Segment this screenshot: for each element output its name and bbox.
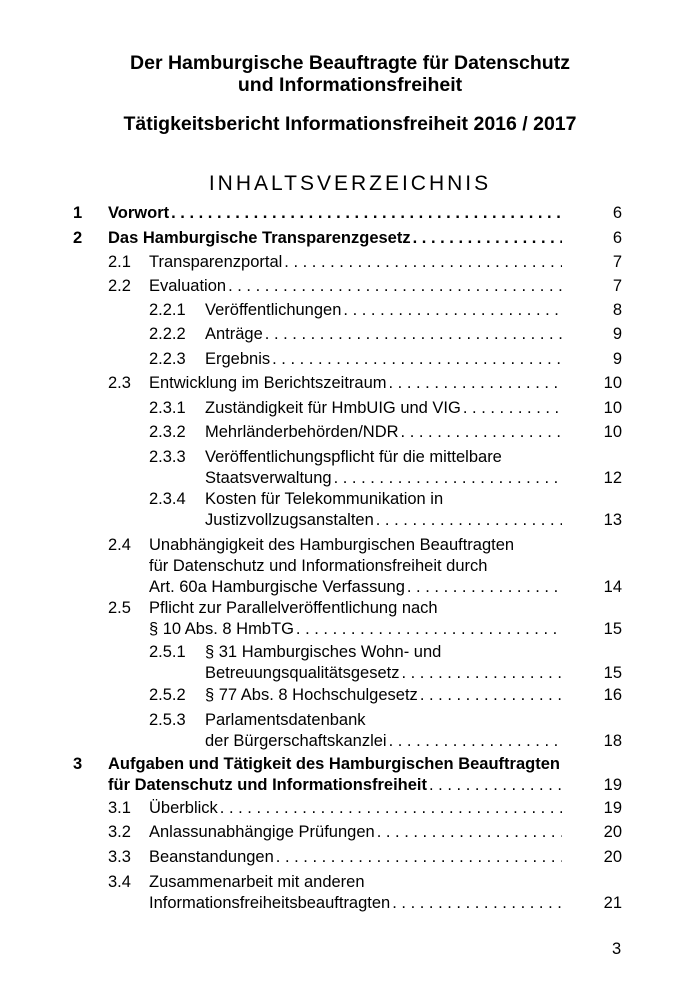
toc-entry-page: 8 bbox=[612, 301, 622, 319]
toc-entry-3-4[interactable] bbox=[0, 872, 700, 914]
toc-entry-page: 6 bbox=[612, 229, 622, 247]
toc-entry-page: 9 bbox=[612, 350, 622, 368]
toc-entry-page: 15 bbox=[603, 620, 622, 638]
toc-entry-page: 9 bbox=[612, 325, 622, 343]
toc-entry-number: 2.3.1 bbox=[149, 399, 186, 417]
toc-entry-number: 2.5.1 bbox=[149, 643, 186, 661]
toc-entry-number: 2.1 bbox=[108, 253, 131, 271]
toc-entry-page: 19 bbox=[603, 776, 622, 794]
toc-entry-2-3-3[interactable] bbox=[0, 447, 700, 489]
toc-entry-3[interactable] bbox=[0, 754, 700, 796]
toc-entry-number: 2.5 bbox=[108, 599, 131, 617]
report-authority-line-1: Der Hamburgische Beauftragte für Datenschutz bbox=[130, 52, 570, 74]
toc-entry-number: 1 bbox=[73, 204, 83, 222]
toc-entry-page: 19 bbox=[603, 799, 622, 817]
toc-entry-title: Transparenzportal bbox=[149, 253, 283, 271]
toc-entry-number: 2.3 bbox=[108, 374, 131, 392]
leader-dots bbox=[399, 663, 562, 684]
toc-entry-number: 2.2 bbox=[108, 277, 131, 295]
leader-dots bbox=[226, 276, 562, 297]
toc-entry-title: Überblick bbox=[149, 799, 218, 817]
toc-entry-page: 16 bbox=[603, 686, 622, 704]
toc-entry-page: 15 bbox=[603, 664, 622, 682]
leader-dots bbox=[341, 300, 562, 321]
report-title: Tätigkeitsbericht Informationsfreiheit 2016 / 2017 bbox=[123, 113, 577, 135]
toc-entry-page: 12 bbox=[603, 469, 622, 487]
toc-entry-number: 2.2.2 bbox=[149, 325, 186, 343]
toc-entry-number: 2.3.4 bbox=[149, 490, 186, 508]
toc-entry-2-4[interactable] bbox=[0, 535, 700, 598]
leader-dots bbox=[263, 324, 562, 345]
toc-entry-number: 3.1 bbox=[108, 799, 131, 817]
toc-entry-number: 2.5.3 bbox=[149, 711, 186, 729]
toc-entry-number: 2.2.1 bbox=[149, 301, 186, 319]
toc-entry-page: 21 bbox=[603, 894, 622, 912]
toc-entry-title: Aufgaben und Tätigkeit des Hamburgischen Beauftragten bbox=[108, 755, 560, 773]
leader-dots bbox=[332, 468, 562, 489]
toc-entry-number: 2.4 bbox=[108, 536, 131, 554]
page-number: 3 bbox=[612, 940, 622, 958]
toc-entry-page: 10 bbox=[603, 374, 622, 392]
toc-entry-number: 2.5.2 bbox=[149, 686, 186, 704]
leader-dots bbox=[411, 228, 562, 249]
toc-entry-title: Anlassunabhängige Prüfungen bbox=[149, 823, 375, 841]
toc-entry-2-5-1[interactable] bbox=[0, 642, 700, 684]
leader-dots bbox=[387, 373, 563, 394]
leader-dots bbox=[418, 685, 562, 706]
toc-entry-number: 2.3.2 bbox=[149, 423, 186, 441]
toc-entry-title: Ergebnis bbox=[205, 350, 271, 368]
leader-dots bbox=[390, 893, 562, 914]
toc-entry-page: 10 bbox=[603, 423, 622, 441]
toc-entry-title: Unabhängigkeit des Hamburgischen Beauftragten bbox=[149, 536, 515, 554]
report-authority-line-2: und Informationsfreiheit bbox=[237, 74, 463, 96]
toc-entry-title-cont: § 10 Abs. 8 HmbTG bbox=[149, 620, 294, 638]
toc-entry-title: § 77 Abs. 8 Hochschulgesetz bbox=[205, 686, 418, 704]
toc-entry-title: Zuständigkeit für HmbUIG und VIG bbox=[205, 399, 461, 417]
toc-entry-title: Das Hamburgische Transparenzgesetz bbox=[108, 229, 411, 247]
toc-entry-title: Evaluation bbox=[149, 277, 227, 295]
leader-dots bbox=[274, 847, 562, 868]
toc-entry-title: § 31 Hamburgisches Wohn- und bbox=[205, 643, 442, 661]
toc-entry-title: Parlamentsdatenbank bbox=[205, 711, 366, 729]
toc-entry-page: 20 bbox=[603, 823, 622, 841]
leader-dots bbox=[270, 349, 562, 370]
toc-entry-number: 3.4 bbox=[108, 873, 131, 891]
toc-entry-2-5[interactable] bbox=[0, 598, 700, 640]
toc-entry-number: 3 bbox=[73, 755, 83, 773]
toc-entry-title: Veröffentlichungspflicht für die mittelbare bbox=[205, 448, 502, 466]
leader-dots bbox=[405, 577, 562, 598]
toc-entry-title-cont: Betreuungsqualitätsgesetz bbox=[205, 664, 400, 682]
toc-entry-title: Entwicklung im Berichtszeitraum bbox=[149, 374, 387, 392]
leader-dots bbox=[218, 798, 562, 819]
leader-dots bbox=[461, 398, 562, 419]
toc-entry-page: 7 bbox=[612, 253, 622, 271]
toc-entry-title: Vorwort bbox=[108, 204, 170, 222]
toc-entry-title-cont: Staatsverwaltung bbox=[205, 469, 332, 487]
toc-entry-number: 2.3.3 bbox=[149, 448, 186, 466]
toc-entry-number: 3.2 bbox=[108, 823, 131, 841]
toc-entry-title-cont: der Bürgerschaftskanzlei bbox=[205, 732, 387, 750]
leader-dots bbox=[387, 731, 562, 752]
toc-entry-page: 7 bbox=[612, 277, 622, 295]
leader-dots bbox=[399, 422, 562, 443]
toc-entry-title-cont: für Datenschutz und Informationsfreiheit bbox=[108, 776, 428, 794]
toc-entry-title-cont: für Datenschutz und Informationsfreiheit durch bbox=[149, 557, 488, 575]
toc-entry-title: Kosten für Telekommunikation in bbox=[205, 490, 444, 508]
toc-entry-title-cont: Art. 60a Hamburgische Verfassung bbox=[149, 578, 405, 596]
toc-heading: INHALTSVERZEICHNIS bbox=[208, 172, 492, 195]
leader-dots bbox=[282, 252, 562, 273]
toc-entry-title: Anträge bbox=[205, 325, 263, 343]
leader-dots bbox=[375, 822, 562, 843]
toc-entry-page: 6 bbox=[612, 204, 622, 222]
leader-dots bbox=[374, 510, 562, 531]
toc-entry-2-5-3[interactable] bbox=[0, 710, 700, 752]
toc-entry-title: Mehrländerbehörden/NDR bbox=[205, 423, 399, 441]
toc-entry-page: 20 bbox=[603, 848, 622, 866]
toc-entry-page: 10 bbox=[603, 399, 622, 417]
toc-entry-page: 13 bbox=[603, 511, 622, 529]
toc-entry-2-3-4[interactable] bbox=[0, 489, 700, 531]
toc-entry-title-cont: Informationsfreiheitsbeauftragten bbox=[149, 894, 391, 912]
toc-entry-title: Pflicht zur Parallelveröffentlichung nach bbox=[149, 599, 438, 617]
toc-entry-number: 2.2.3 bbox=[149, 350, 186, 368]
leader-dots bbox=[169, 203, 562, 224]
toc-entry-number: 3.3 bbox=[108, 848, 131, 866]
toc-entry-title: Zusammenarbeit mit anderen bbox=[149, 873, 365, 891]
toc-entry-number: 2 bbox=[73, 229, 83, 247]
toc-entry-page: 18 bbox=[603, 732, 622, 750]
toc-entry-title: Beanstandungen bbox=[149, 848, 274, 866]
toc-entry-title-cont: Justizvollzugsanstalten bbox=[205, 511, 374, 529]
leader-dots bbox=[294, 619, 562, 640]
leader-dots bbox=[427, 775, 562, 796]
toc-entry-page: 14 bbox=[603, 578, 622, 596]
toc-entry-title: Veröffentlichungen bbox=[205, 301, 342, 319]
